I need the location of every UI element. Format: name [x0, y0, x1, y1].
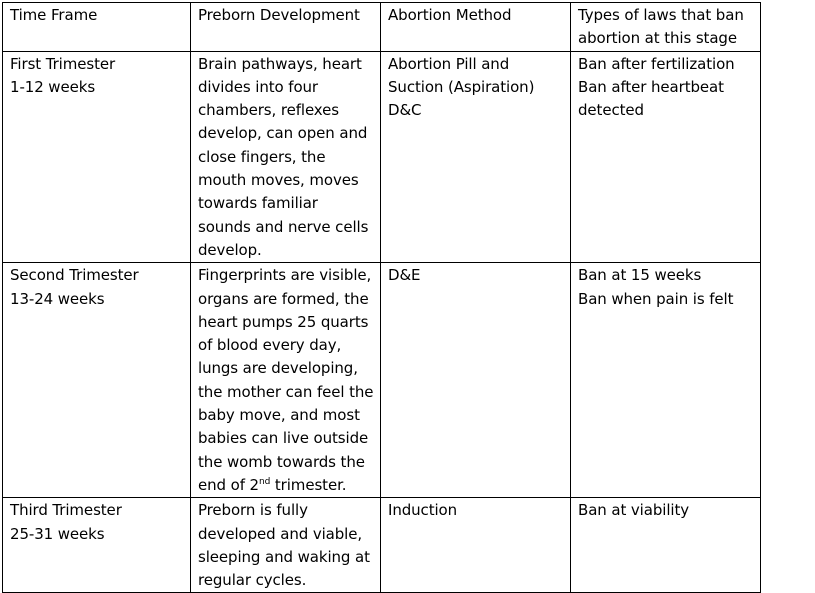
development-text: trimester.: [270, 475, 347, 494]
time-frame-line: Second Trimester: [10, 266, 139, 285]
header-abortion-method: Abortion Method: [381, 3, 571, 52]
development-line: the womb towards the: [198, 452, 365, 471]
cell-development: [191, 51, 381, 263]
header-law-types: [571, 3, 761, 52]
method-line: Induction: [388, 501, 458, 520]
cell-development: [191, 498, 381, 593]
laws-line: detected: [578, 101, 644, 120]
table-row: [3, 51, 761, 263]
development-line: Preborn is fully: [198, 501, 308, 520]
time-frame-line: 1-12 weeks: [10, 77, 96, 96]
time-frame-line: Third Trimester: [10, 501, 122, 520]
table-row: [3, 263, 761, 498]
development-line: Fingerprints are visible,: [198, 266, 372, 285]
time-frame-line: First Trimester: [10, 54, 116, 73]
development-line: mouth moves, moves: [198, 171, 359, 190]
method-line: D&C: [388, 101, 422, 120]
time-frame-line: 13-24 weeks: [10, 289, 105, 308]
laws-line: Ban when pain is felt: [578, 289, 734, 308]
development-line: developed and viable,: [198, 524, 363, 543]
cell-development: [191, 263, 381, 498]
development-line: regular cycles.: [198, 571, 307, 590]
method-line: Abortion Pill and: [388, 54, 510, 73]
laws-line: Ban at 15 weeks: [578, 266, 702, 285]
cell-laws: [571, 263, 761, 498]
cell-method: [381, 498, 571, 593]
development-line: babies can live outside: [198, 429, 369, 448]
development-line: sleeping and waking at: [198, 547, 370, 566]
header-row: [3, 3, 761, 52]
ordinal-suffix: nd: [259, 476, 271, 487]
development-line: towards familiar: [198, 194, 318, 213]
cell-method: [381, 263, 571, 498]
development-line: heart pumps 25 quarts: [198, 312, 369, 331]
header-law-types-line: abortion at this stage: [578, 29, 737, 48]
laws-line: Ban after fertilization: [578, 54, 735, 73]
method-line: D&E: [388, 266, 421, 285]
development-line: close fingers, the: [198, 147, 326, 166]
development-line: the mother can feel the: [198, 382, 374, 401]
cell-time-frame: [3, 263, 191, 498]
development-line: lungs are developing,: [198, 359, 358, 378]
header-preborn-development: Preborn Development: [191, 3, 381, 52]
laws-line: Ban at viability: [578, 501, 690, 520]
development-line: Brain pathways, heart: [198, 54, 362, 73]
cell-laws: [571, 51, 761, 263]
development-line: divides into four: [198, 77, 318, 96]
trimester-table: [2, 2, 761, 593]
development-line: of blood every day,: [198, 336, 342, 355]
cell-time-frame: [3, 498, 191, 593]
development-line: develop.: [198, 240, 262, 259]
development-line: organs are formed, the: [198, 289, 369, 308]
time-frame-line: 25-31 weeks: [10, 524, 105, 543]
cell-laws: [571, 498, 761, 593]
laws-line: Ban after heartbeat: [578, 77, 724, 96]
development-line: sounds and nerve cells: [198, 217, 369, 236]
development-line: baby move, and most: [198, 406, 360, 425]
development-text: end of 2: [198, 475, 259, 494]
cell-method: [381, 51, 571, 263]
header-time-frame: Time Frame: [3, 3, 191, 52]
development-line-last: [198, 474, 374, 497]
development-line: chambers, reflexes: [198, 101, 339, 120]
method-line: Suction (Aspiration): [388, 77, 535, 96]
cell-time-frame: [3, 51, 191, 263]
header-law-types-line: Types of laws that ban: [578, 6, 744, 24]
development-line: develop, can open and: [198, 124, 368, 143]
table-row: [3, 498, 761, 593]
